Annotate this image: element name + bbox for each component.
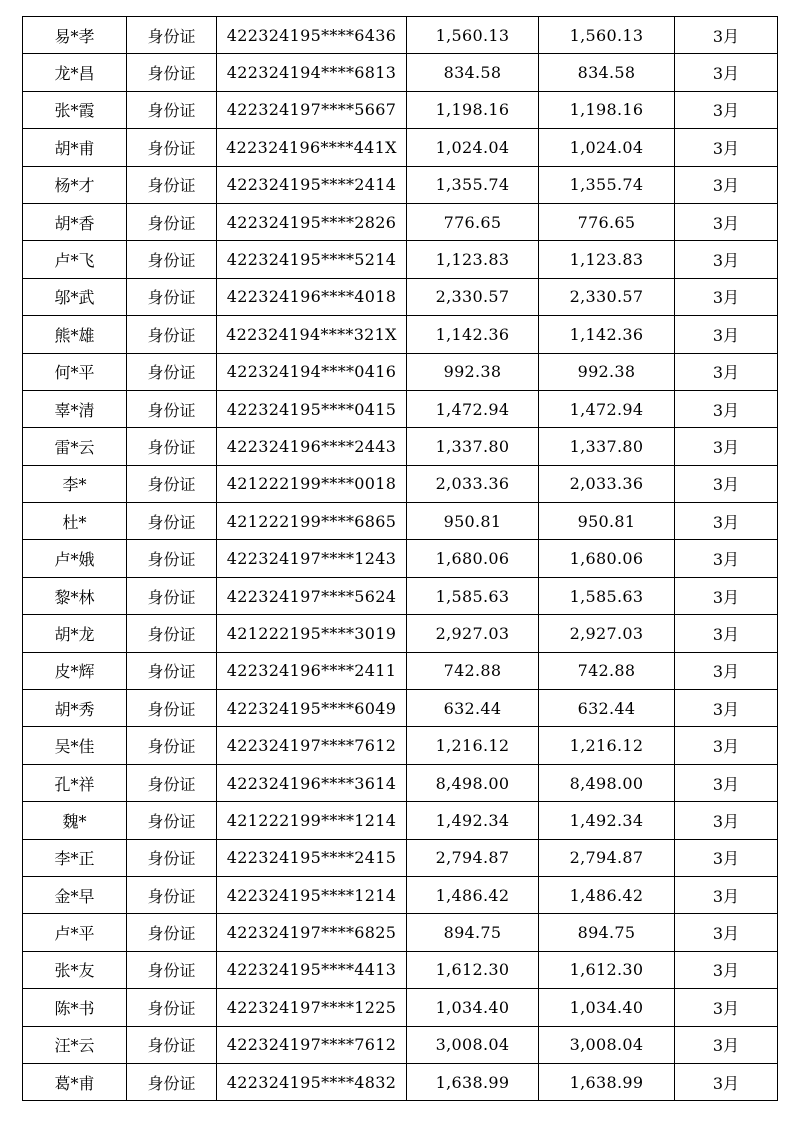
- amount-cell: 1,034.40: [407, 989, 539, 1026]
- id-number-cell: 422324197****5667: [217, 91, 407, 128]
- id-number-cell: 422324196****3614: [217, 764, 407, 801]
- name-cell: 张*友: [23, 951, 127, 988]
- name-cell: 易*孝: [23, 17, 127, 54]
- id-number-cell: 421222199****6865: [217, 503, 407, 540]
- amount-cell: 1,123.83: [407, 241, 539, 278]
- id-number-cell: 422324197****6825: [217, 914, 407, 951]
- name-cell: 陈*书: [23, 989, 127, 1026]
- month-cell: 3月: [675, 839, 778, 876]
- amount-cell: 742.88: [407, 652, 539, 689]
- id-type-cell: 身份证: [127, 428, 217, 465]
- month-cell: 3月: [675, 577, 778, 614]
- name-cell: 葛*甫: [23, 1063, 127, 1100]
- month-cell: 3月: [675, 764, 778, 801]
- name-cell: 熊*雄: [23, 316, 127, 353]
- id-type-cell: 身份证: [127, 203, 217, 240]
- id-number-cell: 422324197****7612: [217, 1026, 407, 1063]
- name-cell: 张*霞: [23, 91, 127, 128]
- amount-cell: 1,198.16: [407, 91, 539, 128]
- name-cell: 邬*武: [23, 278, 127, 315]
- table-row: [23, 876, 778, 913]
- name-cell: 汪*云: [23, 1026, 127, 1063]
- table-row: [23, 503, 778, 540]
- table-row: [23, 951, 778, 988]
- amount-paid-cell: 776.65: [539, 203, 675, 240]
- id-type-cell: 身份证: [127, 390, 217, 427]
- id-number-cell: 422324195****2414: [217, 166, 407, 203]
- month-cell: 3月: [675, 91, 778, 128]
- id-type-cell: 身份证: [127, 615, 217, 652]
- month-cell: 3月: [675, 129, 778, 166]
- amount-paid-cell: 1,472.94: [539, 390, 675, 427]
- table-row: [23, 203, 778, 240]
- amount-paid-cell: 2,033.36: [539, 465, 675, 502]
- table-row: [23, 278, 778, 315]
- month-cell: 3月: [675, 727, 778, 764]
- amount-paid-cell: 3,008.04: [539, 1026, 675, 1063]
- amount-paid-cell: 1,486.42: [539, 876, 675, 913]
- month-cell: 3月: [675, 802, 778, 839]
- id-type-cell: 身份证: [127, 652, 217, 689]
- amount-cell: 2,330.57: [407, 278, 539, 315]
- name-cell: 胡*龙: [23, 615, 127, 652]
- month-cell: 3月: [675, 54, 778, 91]
- amount-cell: 1,472.94: [407, 390, 539, 427]
- amount-cell: 1,337.80: [407, 428, 539, 465]
- id-number-cell: 422324194****0416: [217, 353, 407, 390]
- id-number-cell: 422324194****321X: [217, 316, 407, 353]
- table-row: [23, 353, 778, 390]
- name-cell: 卢*娥: [23, 540, 127, 577]
- id-type-cell: 身份证: [127, 951, 217, 988]
- id-type-cell: 身份证: [127, 17, 217, 54]
- month-cell: 3月: [675, 353, 778, 390]
- table-row: [23, 465, 778, 502]
- id-type-cell: 身份证: [127, 465, 217, 502]
- name-cell: 李*正: [23, 839, 127, 876]
- amount-paid-cell: 1,216.12: [539, 727, 675, 764]
- ledger-body: [23, 17, 778, 1101]
- table-row: [23, 1063, 778, 1100]
- month-cell: 3月: [675, 876, 778, 913]
- amount-paid-cell: 632.44: [539, 690, 675, 727]
- name-cell: 皮*辉: [23, 652, 127, 689]
- amount-cell: 2,927.03: [407, 615, 539, 652]
- name-cell: 雷*云: [23, 428, 127, 465]
- amount-cell: 894.75: [407, 914, 539, 951]
- amount-paid-cell: 8,498.00: [539, 764, 675, 801]
- month-cell: 3月: [675, 390, 778, 427]
- payment-ledger-table: [22, 16, 778, 1101]
- month-cell: 3月: [675, 690, 778, 727]
- table-row: [23, 690, 778, 727]
- amount-paid-cell: 1,024.04: [539, 129, 675, 166]
- amount-cell: 8,498.00: [407, 764, 539, 801]
- amount-paid-cell: 1,638.99: [539, 1063, 675, 1100]
- id-type-cell: 身份证: [127, 278, 217, 315]
- name-cell: 卢*飞: [23, 241, 127, 278]
- month-cell: 3月: [675, 914, 778, 951]
- id-type-cell: 身份证: [127, 1063, 217, 1100]
- month-cell: 3月: [675, 17, 778, 54]
- name-cell: 何*平: [23, 353, 127, 390]
- id-number-cell: 422324195****6049: [217, 690, 407, 727]
- amount-cell: 1,638.99: [407, 1063, 539, 1100]
- id-type-cell: 身份证: [127, 727, 217, 764]
- id-type-cell: 身份证: [127, 839, 217, 876]
- amount-paid-cell: 834.58: [539, 54, 675, 91]
- table-row: [23, 428, 778, 465]
- table-row: [23, 764, 778, 801]
- amount-paid-cell: 992.38: [539, 353, 675, 390]
- id-type-cell: 身份证: [127, 353, 217, 390]
- amount-cell: 1,585.63: [407, 577, 539, 614]
- month-cell: 3月: [675, 428, 778, 465]
- table-row: [23, 615, 778, 652]
- month-cell: 3月: [675, 278, 778, 315]
- id-type-cell: 身份证: [127, 129, 217, 166]
- id-number-cell: 422324195****1214: [217, 876, 407, 913]
- id-number-cell: 422324196****441X: [217, 129, 407, 166]
- amount-cell: 1,492.34: [407, 802, 539, 839]
- amount-cell: 992.38: [407, 353, 539, 390]
- id-type-cell: 身份证: [127, 577, 217, 614]
- table-row: [23, 802, 778, 839]
- month-cell: 3月: [675, 540, 778, 577]
- name-cell: 吴*佳: [23, 727, 127, 764]
- id-type-cell: 身份证: [127, 540, 217, 577]
- id-number-cell: 422324196****4018: [217, 278, 407, 315]
- amount-cell: 1,142.36: [407, 316, 539, 353]
- month-cell: 3月: [675, 1063, 778, 1100]
- id-type-cell: 身份证: [127, 876, 217, 913]
- month-cell: 3月: [675, 652, 778, 689]
- id-number-cell: 422324196****2443: [217, 428, 407, 465]
- id-type-cell: 身份证: [127, 91, 217, 128]
- month-cell: 3月: [675, 615, 778, 652]
- name-cell: 李*: [23, 465, 127, 502]
- id-number-cell: 422324195****2826: [217, 203, 407, 240]
- amount-cell: 1,216.12: [407, 727, 539, 764]
- name-cell: 龙*昌: [23, 54, 127, 91]
- name-cell: 辜*清: [23, 390, 127, 427]
- month-cell: 3月: [675, 241, 778, 278]
- amount-paid-cell: 1,142.36: [539, 316, 675, 353]
- amount-paid-cell: 1,492.34: [539, 802, 675, 839]
- id-number-cell: 422324195****0415: [217, 390, 407, 427]
- amount-cell: 1,560.13: [407, 17, 539, 54]
- table-row: [23, 652, 778, 689]
- table-row: [23, 166, 778, 203]
- table-row: [23, 91, 778, 128]
- id-number-cell: 422324195****2415: [217, 839, 407, 876]
- name-cell: 胡*秀: [23, 690, 127, 727]
- amount-cell: 1,612.30: [407, 951, 539, 988]
- id-type-cell: 身份证: [127, 914, 217, 951]
- month-cell: 3月: [675, 465, 778, 502]
- amount-paid-cell: 950.81: [539, 503, 675, 540]
- amount-cell: 1,355.74: [407, 166, 539, 203]
- table-row: [23, 914, 778, 951]
- amount-cell: 776.65: [407, 203, 539, 240]
- id-type-cell: 身份证: [127, 802, 217, 839]
- amount-cell: 2,794.87: [407, 839, 539, 876]
- table-row: [23, 1026, 778, 1063]
- amount-paid-cell: 1,612.30: [539, 951, 675, 988]
- table-row: [23, 316, 778, 353]
- month-cell: 3月: [675, 166, 778, 203]
- amount-cell: 1,024.04: [407, 129, 539, 166]
- table-row: [23, 241, 778, 278]
- id-number-cell: 422324197****7612: [217, 727, 407, 764]
- name-cell: 孔*祥: [23, 764, 127, 801]
- name-cell: 金*早: [23, 876, 127, 913]
- month-cell: 3月: [675, 989, 778, 1026]
- table-row: [23, 540, 778, 577]
- id-number-cell: 421222199****1214: [217, 802, 407, 839]
- table-row: [23, 54, 778, 91]
- month-cell: 3月: [675, 503, 778, 540]
- table-row: [23, 17, 778, 54]
- id-type-cell: 身份证: [127, 989, 217, 1026]
- name-cell: 卢*平: [23, 914, 127, 951]
- amount-paid-cell: 1,680.06: [539, 540, 675, 577]
- month-cell: 3月: [675, 316, 778, 353]
- id-type-cell: 身份证: [127, 241, 217, 278]
- name-cell: 杨*才: [23, 166, 127, 203]
- id-type-cell: 身份证: [127, 690, 217, 727]
- table-row: [23, 727, 778, 764]
- id-number-cell: 421222195****3019: [217, 615, 407, 652]
- id-type-cell: 身份证: [127, 166, 217, 203]
- amount-paid-cell: 1,198.16: [539, 91, 675, 128]
- name-cell: 杜*: [23, 503, 127, 540]
- amount-paid-cell: 2,927.03: [539, 615, 675, 652]
- id-number-cell: 422324197****1225: [217, 989, 407, 1026]
- id-type-cell: 身份证: [127, 54, 217, 91]
- name-cell: 魏*: [23, 802, 127, 839]
- amount-paid-cell: 1,337.80: [539, 428, 675, 465]
- id-number-cell: 421222199****0018: [217, 465, 407, 502]
- table-row: [23, 839, 778, 876]
- month-cell: 3月: [675, 1026, 778, 1063]
- amount-cell: 1,680.06: [407, 540, 539, 577]
- id-number-cell: 422324196****2411: [217, 652, 407, 689]
- id-number-cell: 422324195****5214: [217, 241, 407, 278]
- table-row: [23, 129, 778, 166]
- id-number-cell: 422324195****4413: [217, 951, 407, 988]
- name-cell: 胡*甫: [23, 129, 127, 166]
- table-row: [23, 577, 778, 614]
- id-type-cell: 身份证: [127, 503, 217, 540]
- table-row: [23, 390, 778, 427]
- amount-paid-cell: 742.88: [539, 652, 675, 689]
- amount-paid-cell: 1,585.63: [539, 577, 675, 614]
- id-type-cell: 身份证: [127, 764, 217, 801]
- id-type-cell: 身份证: [127, 1026, 217, 1063]
- amount-paid-cell: 1,034.40: [539, 989, 675, 1026]
- id-number-cell: 422324194****6813: [217, 54, 407, 91]
- amount-paid-cell: 1,123.83: [539, 241, 675, 278]
- name-cell: 黎*林: [23, 577, 127, 614]
- amount-paid-cell: 2,794.87: [539, 839, 675, 876]
- id-number-cell: 422324195****4832: [217, 1063, 407, 1100]
- amount-paid-cell: 1,355.74: [539, 166, 675, 203]
- amount-cell: 632.44: [407, 690, 539, 727]
- month-cell: 3月: [675, 203, 778, 240]
- amount-cell: 950.81: [407, 503, 539, 540]
- id-type-cell: 身份证: [127, 316, 217, 353]
- amount-cell: 3,008.04: [407, 1026, 539, 1063]
- table-row: [23, 989, 778, 1026]
- amount-paid-cell: 2,330.57: [539, 278, 675, 315]
- amount-paid-cell: 894.75: [539, 914, 675, 951]
- month-cell: 3月: [675, 951, 778, 988]
- amount-cell: 834.58: [407, 54, 539, 91]
- amount-cell: 1,486.42: [407, 876, 539, 913]
- id-number-cell: 422324197****1243: [217, 540, 407, 577]
- id-number-cell: 422324197****5624: [217, 577, 407, 614]
- amount-cell: 2,033.36: [407, 465, 539, 502]
- amount-paid-cell: 1,560.13: [539, 17, 675, 54]
- id-number-cell: 422324195****6436: [217, 17, 407, 54]
- name-cell: 胡*香: [23, 203, 127, 240]
